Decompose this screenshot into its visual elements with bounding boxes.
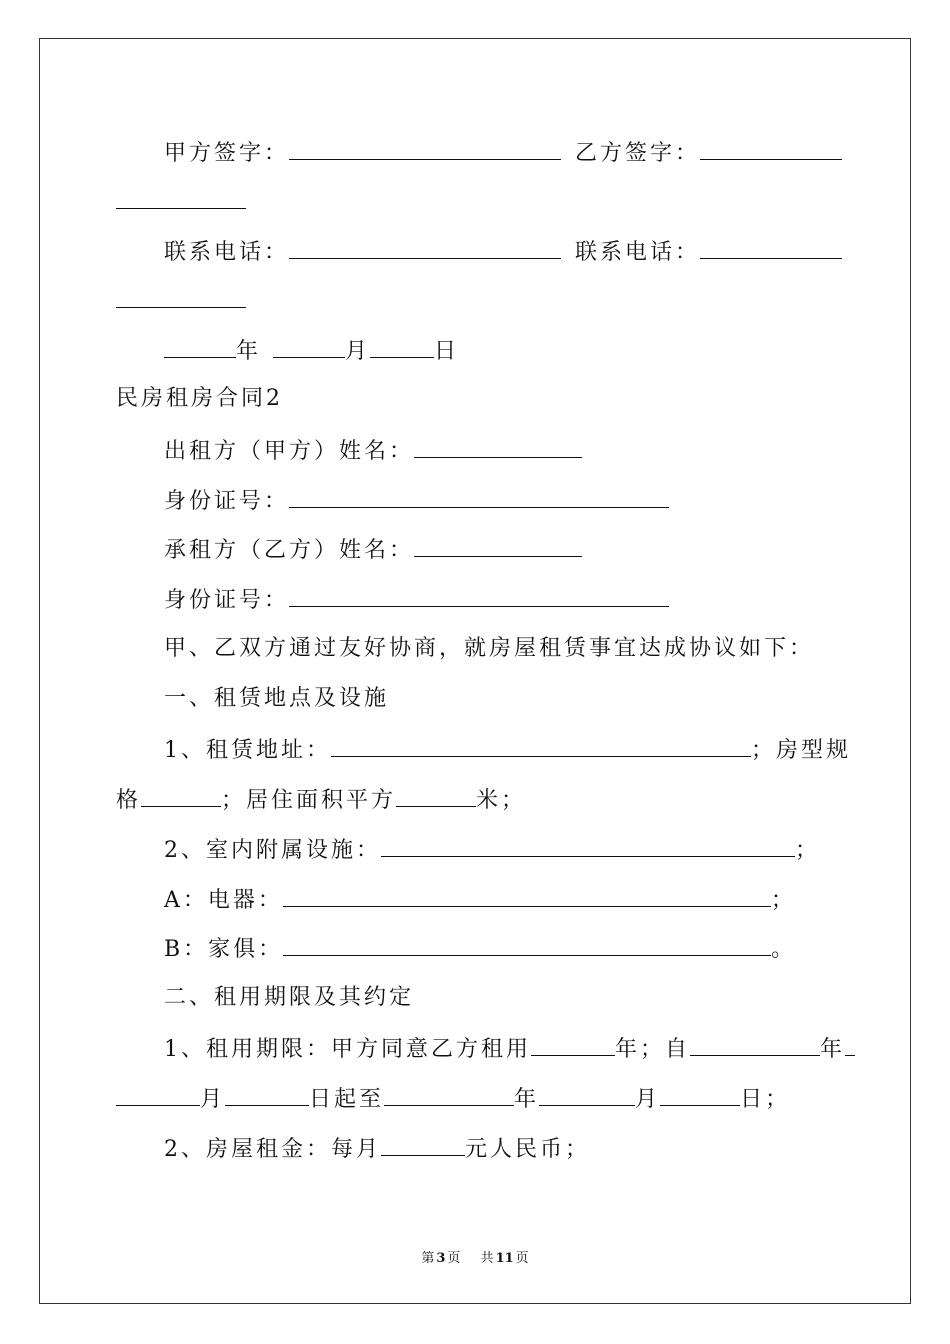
phone-row bbox=[164, 236, 842, 268]
page-current: 3 bbox=[436, 1251, 446, 1266]
lessor-name-label: 出租方（甲方）姓名： bbox=[164, 439, 415, 464]
start-month-blank-start[interactable] bbox=[845, 1033, 855, 1056]
party-b-phone-label: 联系电话： bbox=[575, 240, 701, 265]
party-b-phone-blank-cont[interactable] bbox=[116, 285, 246, 308]
party-a-phone-label: 联系电话： bbox=[164, 240, 290, 265]
living-area-unit: 米； bbox=[476, 788, 527, 813]
page-footer bbox=[0, 1247, 950, 1266]
lessor-name-row bbox=[164, 435, 582, 467]
furniture-suffix: 。 bbox=[771, 937, 797, 962]
rent-suffix: 元人民币； bbox=[465, 1137, 591, 1162]
total-suffix: 页 bbox=[515, 1251, 529, 1266]
lease-term-row bbox=[164, 1033, 855, 1065]
start-year-blank[interactable] bbox=[690, 1033, 820, 1056]
year-blank[interactable] bbox=[164, 335, 236, 358]
lessor-name-blank[interactable] bbox=[414, 435, 582, 458]
address-row bbox=[164, 734, 851, 766]
month-blank[interactable] bbox=[273, 335, 345, 358]
rent-label: 2、房屋租金：每月 bbox=[164, 1137, 381, 1162]
furniture-label: B：家俱： bbox=[164, 937, 284, 962]
phone-row-cont bbox=[116, 285, 246, 317]
start-day-label: 日起至 bbox=[309, 1087, 385, 1112]
section-2-heading: 二、租用期限及其约定 bbox=[164, 985, 415, 1010]
party-a-signature-blank[interactable] bbox=[289, 137, 561, 160]
intro-paragraph: 甲、乙双方通过友好协商，就房屋租赁事宜达成协议如下： bbox=[164, 636, 815, 661]
facilities-label: 2、室内附属设施： bbox=[164, 838, 381, 863]
furniture-row bbox=[164, 933, 796, 965]
end-day-blank[interactable] bbox=[660, 1083, 740, 1106]
room-type-label: 格 bbox=[116, 788, 142, 813]
lessee-name-blank[interactable] bbox=[414, 534, 582, 557]
room-type-blank[interactable] bbox=[141, 784, 221, 807]
party-b-signature-blank[interactable] bbox=[700, 137, 842, 160]
lease-years-label: 年；自 bbox=[615, 1037, 691, 1062]
lessor-id-label: 身份证号： bbox=[164, 489, 290, 514]
party-a-signature-label: 甲方签字： bbox=[164, 141, 290, 166]
living-area-blank[interactable] bbox=[396, 784, 476, 807]
lessor-id-blank[interactable] bbox=[289, 485, 669, 508]
lessee-name-label: 承租方（乙方）姓名： bbox=[164, 538, 415, 563]
lessee-name-row bbox=[164, 534, 582, 566]
start-month-label: 月 bbox=[200, 1087, 226, 1112]
appliances-label: A：电器： bbox=[164, 888, 283, 913]
start-month-blank[interactable] bbox=[116, 1083, 200, 1106]
day-label: 日 bbox=[434, 339, 460, 364]
rent-row bbox=[164, 1133, 590, 1165]
lessee-id-label: 身份证号： bbox=[164, 588, 290, 613]
facilities-row bbox=[164, 834, 820, 866]
total-count: 11 bbox=[495, 1251, 514, 1266]
page-suffix: 页 bbox=[447, 1251, 461, 1266]
lease-years-blank[interactable] bbox=[531, 1033, 615, 1056]
lease-term-label: 1、租用期限：甲方同意乙方租用 bbox=[164, 1037, 531, 1062]
appliances-row bbox=[164, 884, 796, 916]
furniture-blank[interactable] bbox=[283, 933, 771, 956]
living-area-label: ；居住面积平方 bbox=[221, 788, 397, 813]
end-month-blank[interactable] bbox=[539, 1083, 635, 1106]
total-prefix: 共 bbox=[480, 1251, 494, 1266]
address-label: 1、租赁地址： bbox=[164, 738, 331, 763]
lessor-id-row bbox=[164, 485, 669, 517]
month-label: 月 bbox=[345, 339, 371, 364]
section-1-heading: 一、租赁地点及设施 bbox=[164, 686, 390, 711]
party-b-phone-blank[interactable] bbox=[700, 236, 842, 259]
day-blank[interactable] bbox=[370, 335, 434, 358]
signature-row-cont bbox=[116, 186, 246, 218]
appliances-blank[interactable] bbox=[283, 884, 771, 907]
end-year-label: 年 bbox=[514, 1087, 540, 1112]
party-b-signature-label: 乙方签字： bbox=[575, 141, 701, 166]
end-month-label: 月 bbox=[635, 1087, 661, 1112]
rent-amount-blank[interactable] bbox=[381, 1133, 465, 1156]
start-day-blank[interactable] bbox=[225, 1083, 309, 1106]
address-suffix: ；房型规 bbox=[751, 738, 852, 763]
total-pages bbox=[479, 1251, 531, 1266]
end-day-label: 日； bbox=[740, 1087, 791, 1112]
end-year-blank[interactable] bbox=[384, 1083, 514, 1106]
facilities-blank[interactable] bbox=[381, 834, 795, 857]
address-row-cont bbox=[116, 784, 526, 816]
lessee-id-row bbox=[164, 584, 669, 616]
contract-title: 民房租房合同2 bbox=[116, 386, 283, 411]
appliances-suffix: ； bbox=[770, 888, 796, 913]
page-prefix: 第 bbox=[421, 1251, 435, 1266]
party-b-signature-blank-cont[interactable] bbox=[116, 186, 246, 209]
year-label: 年 bbox=[236, 339, 262, 364]
signature-row bbox=[164, 137, 842, 169]
page-number bbox=[419, 1251, 462, 1266]
date-row bbox=[164, 335, 459, 367]
party-a-phone-blank[interactable] bbox=[289, 236, 561, 259]
lessee-id-blank[interactable] bbox=[289, 584, 669, 607]
lease-term-row-cont bbox=[116, 1083, 790, 1115]
start-year-label: 年 bbox=[820, 1037, 846, 1062]
facilities-suffix: ； bbox=[795, 838, 821, 863]
address-blank[interactable] bbox=[331, 734, 751, 757]
